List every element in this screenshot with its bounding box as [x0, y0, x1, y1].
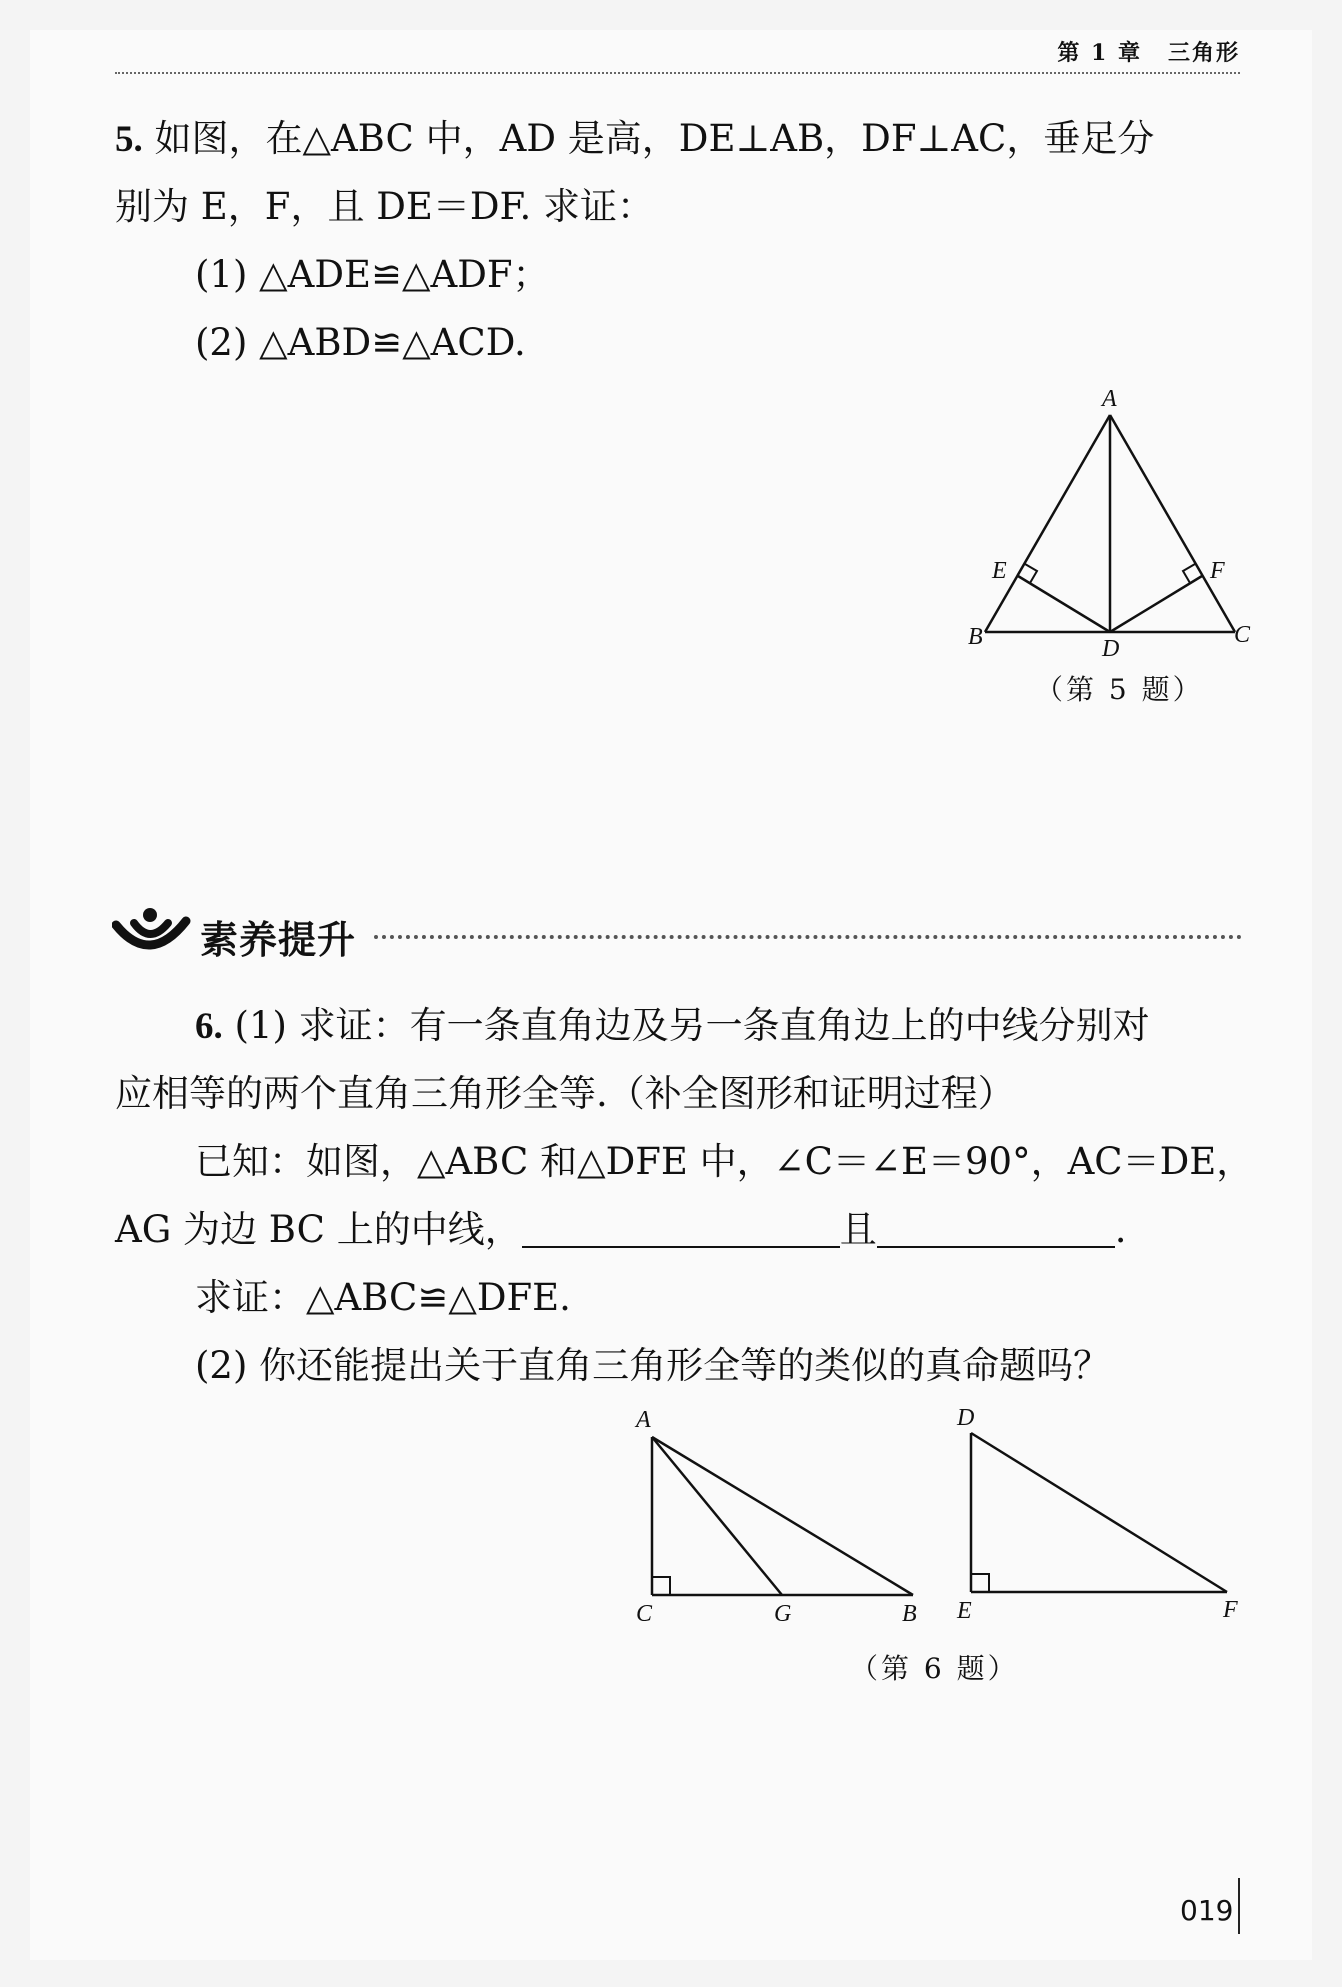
section-logo-icon [112, 905, 192, 965]
q5-label-E: E [992, 558, 1007, 584]
q5-label-A: A [1102, 386, 1117, 412]
q5-part1: (1) △ADE≌△ADF； [195, 253, 550, 296]
q6-figure-right [955, 1395, 1255, 1630]
page-number-bar [1238, 1878, 1240, 1934]
q6-text-line1: (1) 求证：有一条直角边及另一条直角边上的中线分别对 [222, 1004, 1150, 1047]
q6-label-C: C [636, 1601, 653, 1627]
q5-caption: （第 5 题） [1035, 673, 1204, 706]
section-header [112, 905, 1242, 965]
q5-text-line1: 如图，在△ABC 中，AD 是高，DE⊥AB，DF⊥AC，垂足分 [142, 117, 1155, 160]
header-text [1031, 36, 1240, 67]
q6-blank-2[interactable] [877, 1210, 1115, 1248]
q5-number: 5. [115, 119, 143, 160]
header-chapter: 第 1 章 [1057, 40, 1142, 66]
q6-caption: （第 6 题） [850, 1652, 1019, 1685]
q6-given-line2-c: . [1114, 1208, 1127, 1251]
page-number: 019 [1180, 1894, 1234, 1927]
q6-label-F: F [1223, 1597, 1238, 1623]
q5-label-F: F [1210, 558, 1225, 584]
section-title: 素养提升 [200, 918, 357, 962]
page-header [115, 36, 1240, 74]
q6-blank-1[interactable] [522, 1210, 840, 1248]
q6-label-D: D [957, 1405, 975, 1431]
q5-label-D: D [1102, 636, 1120, 660]
q6-given-line2-a: AG 为边 BC 上的中线， [115, 1208, 522, 1251]
q6-figure-left [630, 1395, 950, 1630]
q6-given-line2-b: 且 [839, 1208, 877, 1251]
q6-label-A: A [636, 1407, 651, 1433]
q5-line2: 别为 E，F，且 DE＝DF. 求证： [115, 185, 654, 228]
section-divider [374, 935, 1242, 939]
q5-label-B: B [968, 624, 983, 650]
q6-line2: 应相等的两个直角三角形全等.（补全图形和证明过程） [115, 1072, 1015, 1115]
q6-part2: (2) 你还能提出关于直角三角形全等的类似的真命题吗？ [195, 1344, 1111, 1387]
q6-label-B: B [902, 1601, 917, 1627]
q5-figure [950, 380, 1270, 660]
q6-given-line1: 已知：如图，△ABC 和△DFE 中，∠C＝∠E＝90°，AC＝DE， [195, 1140, 1254, 1183]
q5-label-C: C [1234, 622, 1251, 648]
q6-prove: 求证：△ABC≌△DFE. [195, 1276, 571, 1319]
q6-label-E: E [957, 1598, 972, 1624]
q6-line1 [115, 992, 1240, 1061]
header-title: 三角形 [1167, 40, 1240, 66]
q6-given-line2 [115, 1196, 1240, 1264]
q6-label-G: G [774, 1601, 792, 1627]
q6-number: 6. [195, 1006, 223, 1047]
q5-part2: (2) △ABD≌△ACD. [195, 321, 526, 364]
q5-line1 [115, 105, 1240, 174]
